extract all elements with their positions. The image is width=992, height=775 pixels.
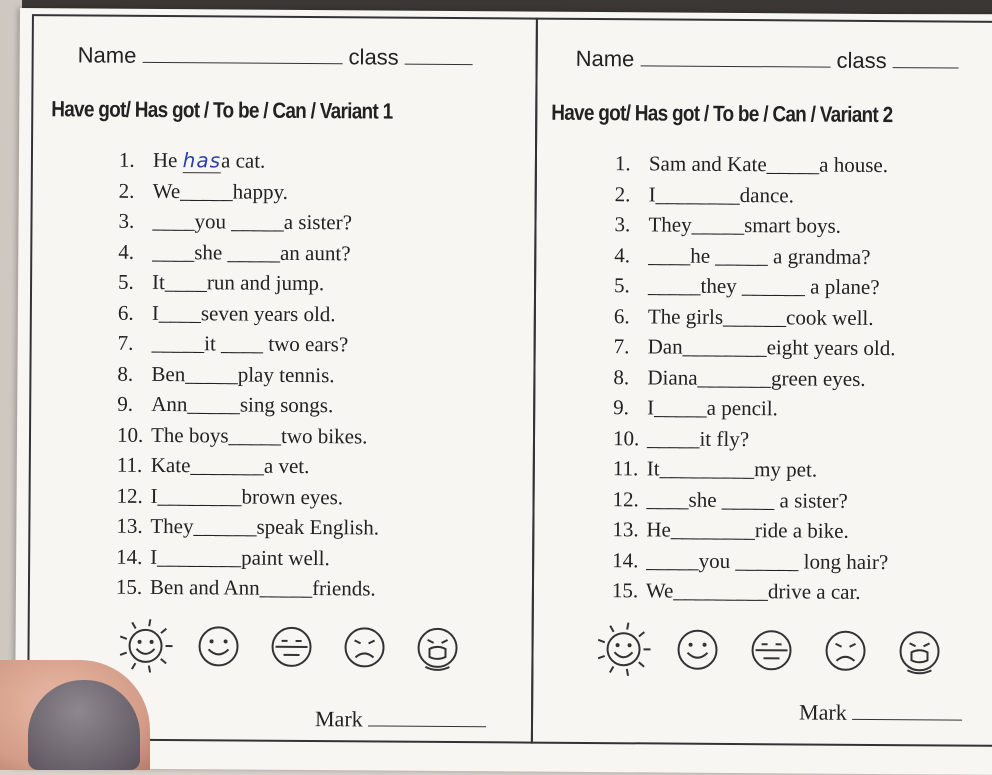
variant2-title: Have got/ Has got / To be / Can / Variant 2 bbox=[551, 100, 892, 128]
item-number: 4. bbox=[614, 240, 648, 271]
item-blank: ____ bbox=[152, 239, 194, 263]
item-rest: he _____ a grandma? bbox=[690, 243, 870, 268]
item-subject: He bbox=[646, 517, 671, 541]
neutral-face-icon bbox=[741, 619, 801, 681]
item-blank: _____ bbox=[187, 392, 240, 416]
item-rest: my pet. bbox=[754, 457, 817, 481]
exercise-item bbox=[614, 331, 896, 363]
name-label: Name bbox=[78, 42, 137, 67]
item-rest: green eyes. bbox=[771, 366, 866, 391]
item-blank: _____ bbox=[180, 179, 233, 203]
item-rest: she _____an aunt? bbox=[194, 240, 350, 265]
item-number: 7. bbox=[614, 331, 648, 362]
item-rest: happy. bbox=[233, 179, 288, 203]
name-blank bbox=[640, 51, 830, 67]
item-subject: Ann bbox=[151, 392, 187, 416]
item-subject: Ben and Ann bbox=[150, 575, 260, 600]
exercise-item bbox=[612, 514, 894, 546]
item-rest: she _____ a sister? bbox=[689, 487, 848, 512]
item-subject: Ben bbox=[151, 361, 185, 385]
exercise-item bbox=[612, 545, 894, 577]
item-rest: a cat. bbox=[221, 148, 265, 172]
variant1-title: Have got/ Has got / To be / Can / Variant 1 bbox=[51, 96, 392, 124]
item-rest: a pencil. bbox=[707, 396, 778, 420]
item-number: 6. bbox=[614, 301, 648, 332]
item-subject: I bbox=[150, 544, 157, 568]
variant2-items bbox=[612, 148, 897, 607]
item-subject: We bbox=[153, 178, 181, 202]
item-rest: cook well. bbox=[786, 305, 874, 330]
item-number: 9. bbox=[117, 389, 151, 420]
exercise-item bbox=[116, 541, 379, 573]
item-subject: They bbox=[150, 514, 193, 538]
item-blank: _____ bbox=[260, 576, 313, 600]
item-rest: drive a car. bbox=[768, 579, 861, 604]
exercise-item bbox=[116, 572, 379, 604]
item-rest: two bikes. bbox=[281, 423, 367, 448]
item-blank: ____ bbox=[648, 243, 690, 267]
item-number: 4. bbox=[118, 236, 152, 267]
item-rest: brown eyes. bbox=[242, 484, 344, 509]
sad-face-icon bbox=[334, 616, 394, 678]
item-number: 15. bbox=[612, 575, 646, 606]
exercise-item bbox=[614, 270, 896, 302]
item-blank: _____ bbox=[692, 213, 745, 237]
mark-label: Mark bbox=[799, 699, 847, 724]
exercise-item bbox=[118, 236, 381, 268]
mark-blank bbox=[852, 705, 962, 721]
item-number: 13. bbox=[116, 511, 150, 542]
exercise-item bbox=[118, 328, 381, 360]
item-blank: _____ bbox=[767, 152, 820, 176]
mark-label: Mark bbox=[315, 706, 363, 731]
item-number: 12. bbox=[612, 484, 646, 515]
item-blank: ________ bbox=[656, 182, 740, 207]
neutral-face-icon bbox=[261, 616, 321, 678]
item-blank: ____ bbox=[647, 487, 689, 511]
item-blank: _____ bbox=[647, 426, 700, 450]
item-subject: They bbox=[648, 212, 691, 236]
item-subject: I bbox=[649, 182, 656, 206]
item-blank: _____ bbox=[229, 423, 282, 447]
exercise-item bbox=[118, 267, 381, 299]
item-blank: ________ bbox=[683, 335, 767, 360]
item-rest: run and jump. bbox=[207, 270, 324, 295]
item-number: 2. bbox=[615, 179, 649, 210]
item-rest: dance. bbox=[740, 183, 794, 207]
smiling-face-icon bbox=[667, 619, 727, 681]
item-blank: _______ bbox=[190, 453, 264, 478]
exercise-item bbox=[118, 206, 381, 238]
item-number: 11. bbox=[117, 450, 151, 481]
crying-face-icon bbox=[889, 620, 949, 682]
item-rest: you ______ long hair? bbox=[699, 548, 889, 573]
item-blank: ______ bbox=[723, 304, 786, 328]
item-subject: The girls bbox=[648, 304, 723, 329]
item-subject: Kate bbox=[151, 453, 191, 477]
item-rest: paint well. bbox=[241, 545, 330, 570]
item-subject: I bbox=[152, 300, 159, 324]
item-blank: _____ bbox=[646, 548, 699, 572]
item-number: 12. bbox=[116, 480, 150, 511]
handwritten-answer: has bbox=[183, 148, 222, 173]
item-rest: you _____a sister? bbox=[194, 209, 352, 234]
exercise-item bbox=[116, 480, 379, 512]
variant2-mark bbox=[799, 699, 962, 726]
sun-face-icon bbox=[593, 618, 653, 680]
variant2-faces bbox=[593, 618, 983, 691]
item-rest: they ______ a plane? bbox=[700, 274, 879, 299]
item-rest: a vet. bbox=[264, 454, 310, 478]
item-number: 5. bbox=[118, 267, 152, 298]
exercise-item bbox=[116, 511, 379, 543]
item-number: 6. bbox=[118, 297, 152, 328]
exercise-item bbox=[612, 484, 894, 516]
item-blank: _____ bbox=[152, 331, 205, 355]
item-number: 5. bbox=[614, 270, 648, 301]
item-rest: sing songs. bbox=[240, 393, 334, 418]
exercise-item bbox=[614, 301, 896, 333]
item-number: 9. bbox=[613, 392, 647, 423]
item-number: 14. bbox=[612, 545, 646, 576]
exercise-item bbox=[613, 362, 895, 394]
variant1-header bbox=[78, 42, 473, 71]
class-blank bbox=[405, 50, 473, 65]
item-rest: it fly? bbox=[699, 426, 749, 450]
exercise-item bbox=[117, 389, 380, 421]
exercise-item bbox=[117, 419, 380, 451]
item-number: 11. bbox=[613, 453, 647, 484]
item-number: 3. bbox=[614, 209, 648, 240]
mark-blank bbox=[368, 711, 486, 727]
item-number: 10. bbox=[613, 423, 647, 454]
variant1-items bbox=[116, 145, 382, 604]
item-blank: ____ bbox=[165, 270, 207, 294]
exercise-item bbox=[612, 575, 894, 607]
class-label: class bbox=[349, 44, 399, 69]
item-blank: ____ bbox=[152, 209, 194, 233]
exercise-item bbox=[614, 209, 896, 241]
exercise-item bbox=[613, 392, 895, 424]
item-subject: He bbox=[153, 148, 183, 172]
exercise-item bbox=[119, 175, 382, 207]
variant1-mark bbox=[315, 706, 486, 733]
item-subject: Dan bbox=[648, 334, 683, 358]
item-subject: We bbox=[646, 578, 674, 602]
item-number: 1. bbox=[615, 148, 649, 179]
variant1-card bbox=[27, 14, 538, 744]
crying-face-icon bbox=[407, 617, 467, 679]
exercise-item bbox=[613, 453, 895, 485]
worksheet bbox=[15, 8, 992, 775]
class-label: class bbox=[837, 48, 887, 73]
exercise-item bbox=[117, 358, 380, 390]
item-number: 14. bbox=[116, 541, 150, 572]
item-rest: smart boys. bbox=[744, 213, 841, 238]
item-blank: _________ bbox=[673, 579, 768, 604]
item-rest: it ____ two ears? bbox=[204, 331, 348, 356]
item-rest: seven years old. bbox=[201, 301, 336, 326]
item-rest: a house. bbox=[819, 153, 888, 177]
item-blank: ________ bbox=[671, 518, 755, 543]
exercise-item bbox=[118, 297, 381, 329]
item-rest: ride a bike. bbox=[755, 518, 849, 543]
exercise-item bbox=[615, 148, 897, 180]
exercise-item bbox=[613, 423, 895, 455]
variant1-faces bbox=[115, 615, 495, 688]
variant2-header bbox=[576, 46, 959, 75]
exercise-item bbox=[615, 179, 897, 211]
item-blank: ____ bbox=[159, 300, 201, 324]
item-subject: I bbox=[151, 483, 158, 507]
item-blank: _________ bbox=[660, 456, 755, 481]
item-blank: ______ bbox=[193, 514, 256, 538]
item-subject: It bbox=[647, 456, 660, 480]
item-number: 13. bbox=[612, 514, 646, 545]
item-blank: ________ bbox=[158, 483, 242, 508]
item-blank: ________ bbox=[157, 544, 241, 569]
item-subject: Diana bbox=[647, 365, 697, 389]
item-number: 3. bbox=[118, 206, 152, 237]
item-rest: play tennis. bbox=[238, 362, 335, 387]
item-subject: It bbox=[152, 270, 165, 294]
sun-face-icon bbox=[115, 615, 175, 677]
item-subject: I bbox=[647, 395, 654, 419]
item-number: 10. bbox=[117, 419, 151, 450]
item-blank: _______ bbox=[698, 365, 772, 390]
item-number: 15. bbox=[116, 572, 150, 603]
item-blank: _____ bbox=[185, 362, 238, 386]
item-rest: speak English. bbox=[256, 515, 379, 540]
item-blank: _____ bbox=[654, 395, 707, 419]
exercise-item bbox=[119, 145, 382, 177]
variant2-card bbox=[531, 18, 992, 747]
item-number: 1. bbox=[119, 145, 153, 176]
item-rest: friends. bbox=[312, 576, 376, 600]
exercise-item bbox=[614, 240, 896, 272]
smiling-face-icon bbox=[188, 615, 248, 677]
item-number: 2. bbox=[119, 175, 153, 206]
class-blank bbox=[893, 53, 959, 68]
item-subject: The boys bbox=[151, 422, 229, 447]
item-number: 8. bbox=[117, 358, 151, 389]
name-blank bbox=[142, 48, 342, 64]
item-number: 7. bbox=[118, 328, 152, 359]
item-rest: eight years old. bbox=[767, 335, 896, 360]
item-blank: _____ bbox=[648, 273, 701, 297]
sad-face-icon bbox=[815, 620, 875, 682]
name-label: Name bbox=[576, 46, 635, 71]
item-number: 8. bbox=[613, 362, 647, 393]
item-subject: Sam and Kate bbox=[649, 151, 767, 176]
exercise-item bbox=[117, 450, 380, 482]
